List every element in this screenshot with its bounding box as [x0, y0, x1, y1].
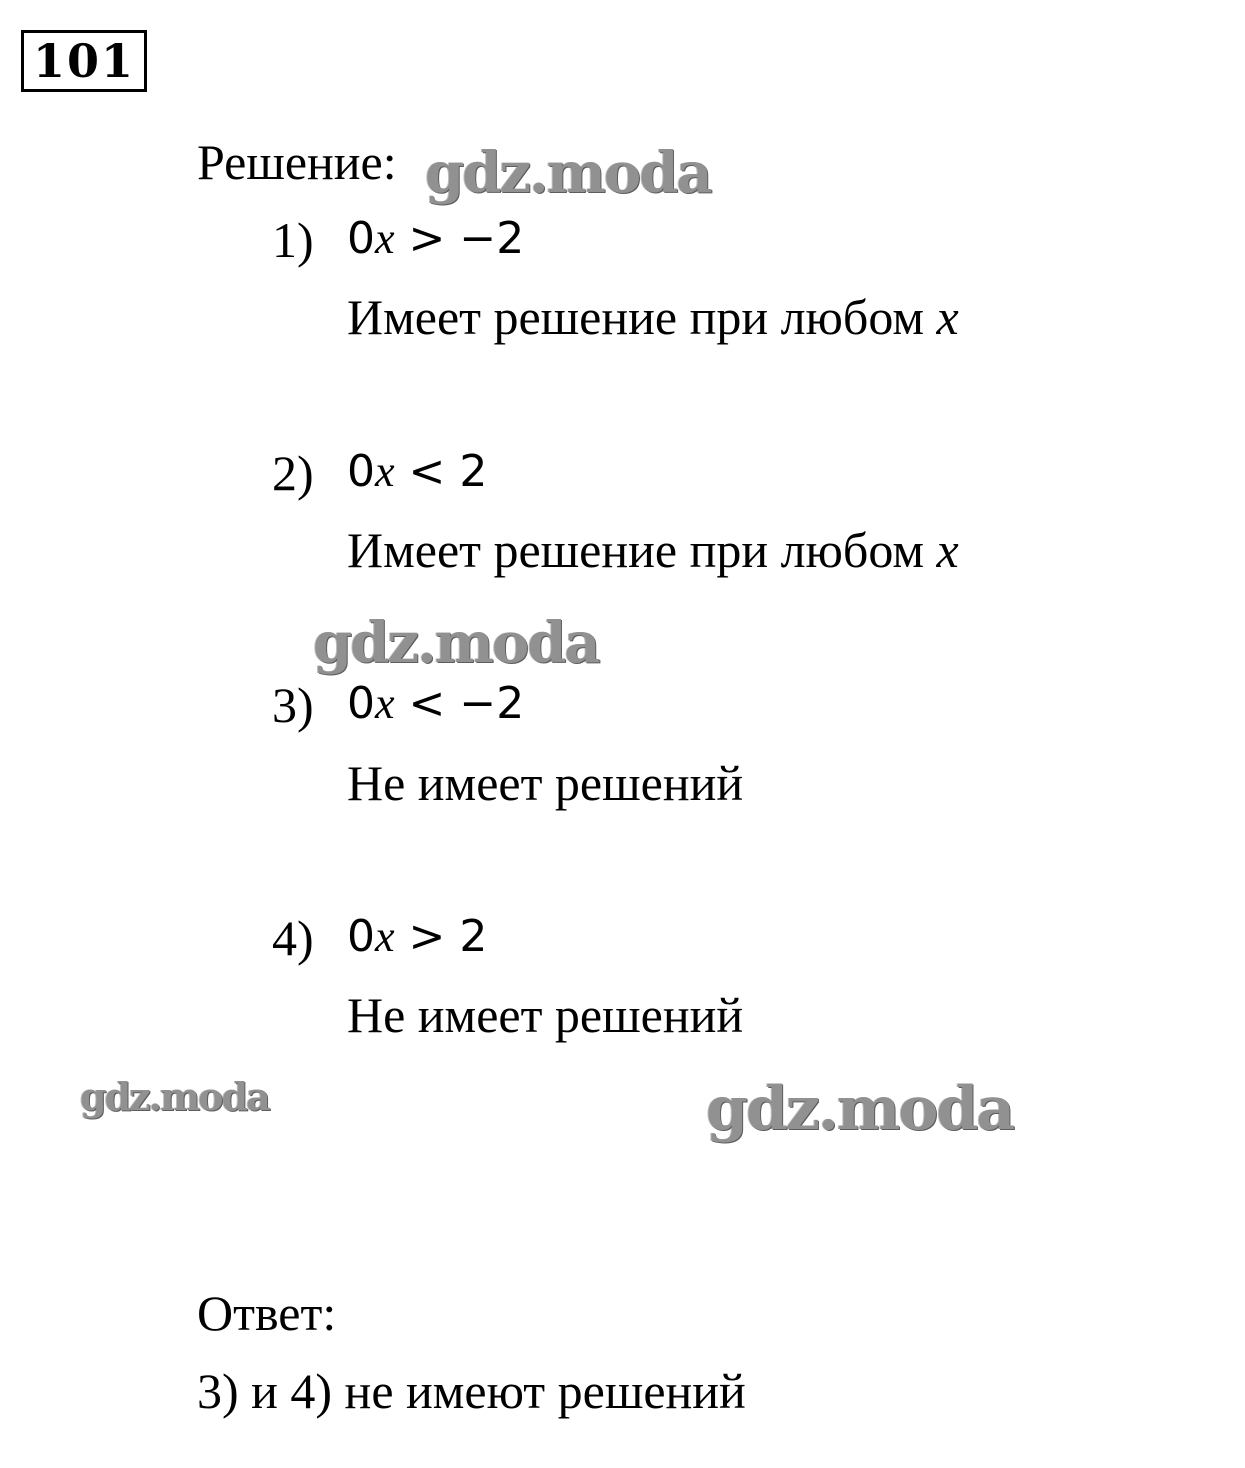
item-1-coef: 0 [347, 213, 375, 264]
solution-label: Решение: [197, 134, 397, 190]
item-4-number: 4) [272, 910, 314, 966]
item-4-coef: 0 [347, 911, 375, 962]
item-3-coef: 0 [347, 678, 375, 729]
item-1-result [347, 289, 959, 345]
item-2-coef: 0 [347, 446, 375, 497]
watermark-2: gdz.moda [313, 610, 599, 676]
item-1-result-text: Имеет решение при любом [347, 289, 925, 345]
item-1-var: x [375, 214, 395, 263]
answer-text: 3) и 4) не имеют решений [197, 1363, 746, 1419]
watermark-1: gdz.moda [425, 140, 711, 206]
item-3-result: Не имеет решений [347, 755, 744, 811]
item-1-inequality [347, 213, 525, 264]
item-4-var: x [375, 912, 395, 961]
item-2-result-text: Имеет решение при любом [347, 522, 925, 578]
item-2-var: x [375, 447, 395, 496]
item-3-relation: < −2 [408, 678, 525, 729]
task-number-box: 101 [21, 30, 147, 92]
item-1-relation: > −2 [408, 213, 525, 264]
item-3-var: x [375, 679, 395, 728]
item-2-inequality [347, 446, 488, 497]
item-4-inequality [347, 911, 488, 962]
watermark-3: gdz.moda [80, 1074, 269, 1119]
item-4-relation: > 2 [408, 911, 488, 962]
item-3-number: 3) [272, 677, 314, 733]
answer-label: Ответ: [197, 1285, 337, 1341]
item-2-result [347, 522, 959, 578]
item-2-number: 2) [272, 445, 314, 501]
item-4-result: Не имеет решений [347, 987, 744, 1043]
item-2-relation: < 2 [408, 446, 488, 497]
item-1-number: 1) [272, 212, 314, 268]
item-2-result-var: x [936, 522, 959, 578]
item-1-result-var: x [936, 289, 959, 345]
item-3-inequality [347, 678, 525, 729]
watermark-4: gdz.moda [706, 1074, 1014, 1144]
